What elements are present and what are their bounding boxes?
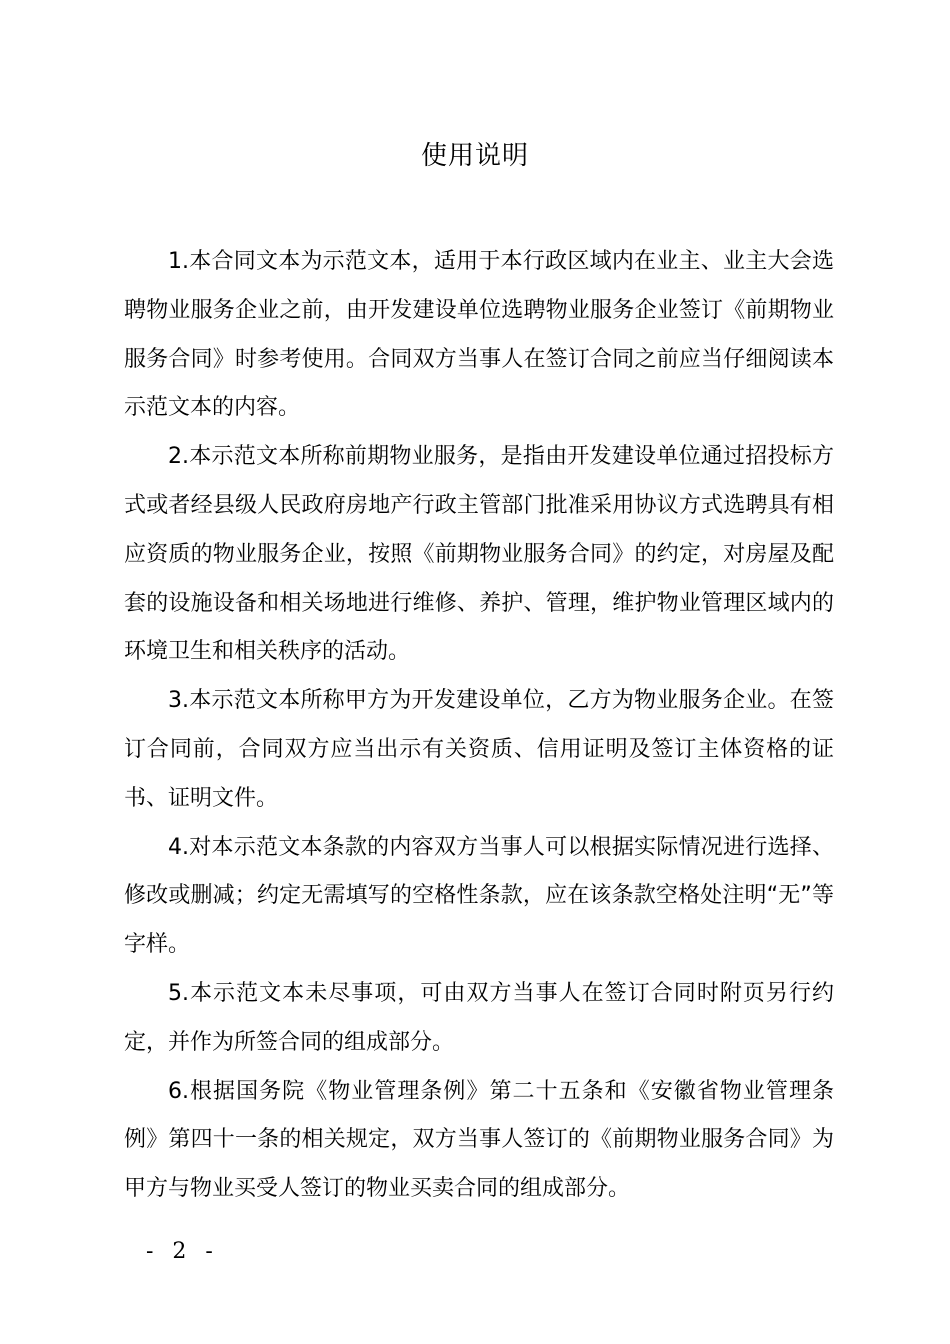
paragraph-6: 6.根据国务院《物业管理条例》第二十五条和《安徽省物业管理条例》第四十一条的相关规定，双方当事人签订的《前期物业服务合同》为甲方与物业买受人签订的物业买卖合同的组成部分。 xyxy=(124,1078,834,1202)
paragraph-1: 1.本合同文本为示范文本，适用于本行政区域内在业主、业主大会选聘物业服务企业之前，由开发建设单位选聘物业服务企业签订《前期物业服务合同》时参考使用。合同双方当事人在签订合同之前应当仔细阅读本示范文本的内容。 xyxy=(124,249,834,421)
document-body xyxy=(124,238,834,1214)
paragraph-2: 2.本示范文本所称前期物业服务，是指由开发建设单位通过招投标方式或者经县级人民政府房地产行政主管部门批准采用协议方式选聘具有相应资质的物业服务企业，按照《前期物业服务合同》的约定，对房屋及配套的设施设备和相关场地进行维修、养护、管理，维护物业管理区域内的环境卫生和相关秩序的活动。 xyxy=(124,444,834,665)
page-number: - 2 - xyxy=(146,1239,219,1264)
page-title: 使用说明 xyxy=(420,141,529,171)
paragraph-3: 3.本示范文本所称甲方为开发建设单位，乙方为物业服务企业。在签订合同前，合同双方应当出示有关资质、信用证明及签订主体资格的证书、证明文件。 xyxy=(124,688,834,811)
paragraph-5: 5.本示范文本未尽事项，可由双方当事人在签订合同时附页另行约定，并作为所签合同的组成部分。 xyxy=(124,980,834,1055)
paragraph-4: 4.对本示范文本条款的内容双方当事人可以根据实际情况进行选择、修改或删减；约定无需填写的空格性条款，应在该条款空格处注明“无”等字样。 xyxy=(124,834,834,958)
